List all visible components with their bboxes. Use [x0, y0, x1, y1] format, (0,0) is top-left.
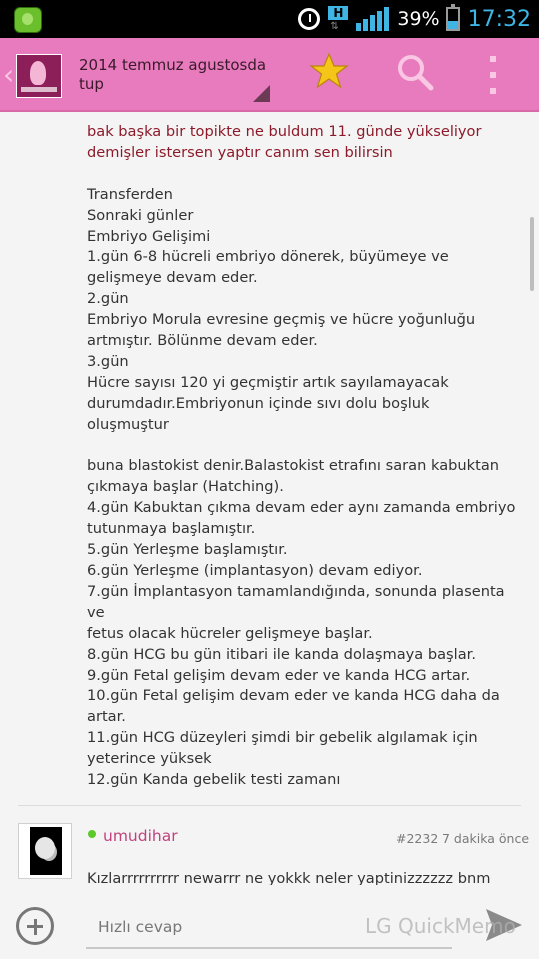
topic-title[interactable]: 2014 temmuz agustosda tup	[79, 56, 267, 93]
add-circle-icon[interactable]	[16, 907, 54, 945]
post-divider	[18, 805, 521, 806]
overflow-menu-icon[interactable]	[490, 56, 496, 94]
post-preview-text: Kızlarrrrrrrrrr newarrr ne yokkk neler yaptinizzzzzz bnm	[87, 870, 491, 885]
battery-icon	[446, 7, 460, 31]
post-line: 10.gün Fetal gelişim devam eder ve kanda HCG daha da	[87, 687, 500, 705]
post-intro: bak başka bir topikte ne buldum 11. günde yükseliyor demişler istersen yaptır canım sen bilirsin	[87, 123, 482, 161]
post-line: Embriyo Morula evresine geçmiş ve hücre yoğunluğu	[87, 311, 476, 329]
post-line: yeterince yüksek	[87, 750, 212, 768]
post-username[interactable]: umudihar	[103, 827, 178, 845]
signal-icon	[356, 7, 389, 31]
app-bar	[0, 38, 539, 112]
post-line: 6.gün Yerleşme (implantasyon) devam ediyor.	[87, 562, 423, 579]
hplus-network-icon: H ⇅	[328, 6, 348, 32]
post-line: tutunmaya başlamıştır.	[87, 520, 256, 538]
post-line: gelişmeye devam eder.	[87, 269, 258, 287]
post-line: buna blastokist denir.Balastokist etrafını saran kabuktan	[87, 457, 500, 475]
post-line: 4.gün Kabuktan çıkma devam eder aynı zamanda embriyo	[87, 499, 516, 517]
avatar[interactable]	[18, 823, 72, 879]
blank-line	[87, 436, 517, 457]
send-icon[interactable]	[484, 907, 524, 943]
status-icons	[298, 0, 531, 38]
post-line: 11.gün HCG düzeyleri şimdi bir gebelik algılamak için	[87, 729, 478, 747]
post-time: 7 dakika önce	[442, 831, 530, 846]
blank-line	[87, 164, 517, 185]
back-chevron-icon[interactable]: ‹	[3, 58, 15, 91]
post-line: 3.gün	[87, 352, 129, 370]
quick-reply-input[interactable]	[86, 907, 452, 949]
post-line: 12.gün Kanda gebelik testi zamanı	[87, 771, 341, 789]
post-lines	[87, 164, 517, 791]
post-line: oluşmuştur	[87, 415, 169, 433]
search-icon[interactable]	[395, 52, 435, 92]
status-bar	[0, 0, 539, 38]
post-line: 2.gün	[87, 290, 129, 308]
star-icon[interactable]	[309, 51, 349, 91]
post-line: 1.gün 6-8 hücreli embriyo dönerek, büyümeye ve	[87, 248, 449, 266]
post-line: Sonraki günler	[87, 206, 194, 224]
scrollbar-thumb[interactable]	[530, 217, 534, 291]
post-line: artmıştır. Bölünme devam eder.	[87, 332, 318, 350]
battery-percent: 39%	[397, 8, 440, 30]
alarm-icon	[298, 8, 320, 30]
clock: 17:32	[467, 6, 531, 32]
post-number[interactable]: #2232	[396, 831, 439, 846]
dropdown-corner-icon	[253, 85, 270, 102]
post-line: 9.gün Fetal gelişim devam eder ve kanda HCG artar.	[87, 666, 471, 684]
thread-content	[0, 112, 539, 885]
post-line: Hücre sayısı 120 yi geçmiştir artık sayılamayacak	[87, 373, 449, 391]
post-line: 5.gün Yerleşme başlamıştır.	[87, 541, 288, 559]
post-line: 7.gün İmplantasyon tamamlandığında, sonunda plasenta ve	[87, 582, 505, 621]
post-line: 8.gün HCG bu gün itibari ile kanda dolaşmaya başlar.	[87, 645, 476, 663]
post-line: çıkmaya başlar (Hatching).	[87, 478, 284, 496]
post-line: Transferden	[87, 185, 173, 203]
post-line: durumdadır.Embriyonun içinde sıvı dolu boşluk	[87, 394, 430, 412]
post-line: fetus olacak hücreler gelişmeye başlar.	[87, 624, 373, 642]
quick-reply-bar	[0, 885, 539, 959]
online-status-icon	[88, 830, 96, 838]
post-line: Embriyo Gelişimi	[87, 227, 211, 245]
forum-logo-icon[interactable]	[16, 54, 62, 98]
post-body	[87, 122, 517, 791]
lg-quickmemo-overlay: LG QuickMemo	[365, 914, 516, 938]
post-line: artar.	[87, 708, 126, 726]
app-shield-icon	[14, 7, 42, 33]
